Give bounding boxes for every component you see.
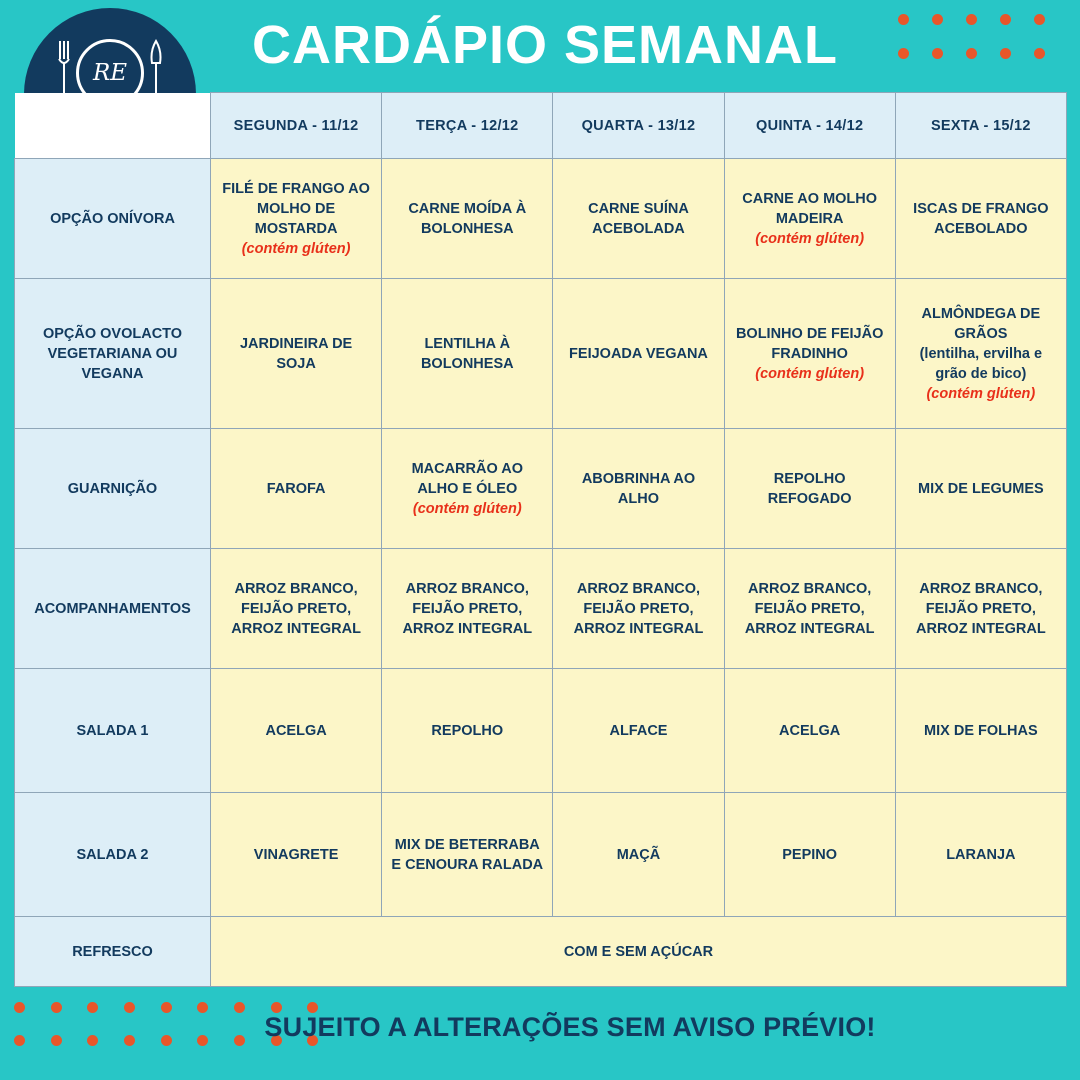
dish-name: MIX DE BETERRABA E CENOURA RALADA [391, 836, 544, 873]
decorative-dots-top [898, 14, 1068, 59]
dot [898, 48, 909, 59]
menu-cell [211, 793, 382, 917]
dish-name: ARROZ BRANCO, FEIJÃO PRETO, ARROZ INTEGRAL [744, 580, 875, 637]
table-corner-cell [15, 93, 211, 159]
column-header-terca: TERÇA - 12/12 [382, 93, 553, 159]
menu-cell [211, 669, 382, 793]
footer-notice-text: SUJEITO A ALTERAÇÕES SEM AVISO PRÉVIO! [264, 1012, 876, 1042]
menu-cell [724, 669, 895, 793]
refresco-value: COM E SEM AÇÚCAR [211, 917, 1067, 987]
menu-cell [553, 669, 724, 793]
dish-name: MIX DE FOLHAS [924, 722, 1038, 739]
dish-name: ALFACE [609, 722, 668, 739]
menu-cell [895, 159, 1066, 279]
dot [1034, 14, 1045, 25]
menu-cell [895, 669, 1066, 793]
menu-cell [553, 793, 724, 917]
table-row [15, 917, 1067, 987]
dish-name: CARNE SUÍNA ACEBOLADA [588, 200, 689, 237]
menu-cell [895, 549, 1066, 669]
dish-name: MIX DE LEGUMES [918, 480, 1044, 497]
dish-name: VINAGRETE [253, 846, 339, 863]
menu-cell [553, 279, 724, 429]
row-label-acompanhamentos: ACOMPANHAMENTOS [15, 549, 211, 669]
menu-cell [553, 549, 724, 669]
menu-cell [724, 549, 895, 669]
page-title: CARDÁPIO SEMANAL [251, 15, 838, 75]
dish-name: ARROZ BRANCO, FEIJÃO PRETO, ARROZ INTEGRAL [916, 580, 1046, 637]
dish-name: MACARRÃO AO ALHO E ÓLEO [411, 460, 523, 497]
menu-cell [553, 159, 724, 279]
gluten-note: (contém glúten) [241, 240, 351, 257]
dot [966, 14, 977, 25]
logo-monogram: RE [92, 59, 128, 86]
row-label-opcao-vegetariana: OPÇÃO OVOLACTO VEGETARIANA OU VEGANA [15, 279, 211, 429]
table-row [15, 429, 1067, 549]
table-row [15, 549, 1067, 669]
gluten-note: (contém glúten) [755, 230, 865, 247]
dot [932, 48, 943, 59]
dish-name: ARROZ BRANCO, FEIJÃO PRETO, ARROZ INTEGRAL [402, 580, 533, 637]
dish-name: FILÉ DE FRANGO AO MOLHO DE MOSTARDA [222, 180, 370, 237]
menu-cell [382, 793, 553, 917]
dish-detail: (lentilha, ervilha e grão de bico) [919, 345, 1043, 382]
row-label-salada-1: SALADA 1 [15, 669, 211, 793]
table-header-row [15, 93, 1067, 159]
dish-name: BOLINHO DE FEIJÃO FRADINHO [735, 325, 884, 362]
row-label-salada-2: SALADA 2 [15, 793, 211, 917]
row-label-guarnicao: GUARNIÇÃO [15, 429, 211, 549]
dish-name: FEIJOADA VEGANA [569, 345, 708, 362]
dish-name: JARDINEIRA DE SOJA [239, 335, 353, 372]
menu-cell [724, 279, 895, 429]
weekly-menu [14, 92, 1066, 987]
gluten-note: (contém glúten) [755, 365, 865, 382]
dish-name: ISCAS DE FRANGO ACEBOLADO [913, 200, 1049, 237]
dish-name: CARNE MOÍDA À BOLONHESA [408, 200, 527, 237]
menu-cell [382, 159, 553, 279]
menu-cell [211, 279, 382, 429]
dish-name: CARNE AO MOLHO MADEIRA [742, 190, 878, 227]
menu-cell [895, 793, 1066, 917]
dish-name: ARROZ BRANCO, FEIJÃO PRETO, ARROZ INTEGRAL [573, 580, 704, 637]
table-row [15, 159, 1067, 279]
menu-cell [382, 279, 553, 429]
dish-name: REPOLHO [431, 722, 504, 739]
row-label-opcao-onivora: OPÇÃO ONÍVORA [15, 159, 211, 279]
gluten-note: (contém glúten) [412, 500, 522, 517]
column-header-segunda: SEGUNDA - 11/12 [211, 93, 382, 159]
menu-cell [895, 429, 1066, 549]
dot [1000, 14, 1011, 25]
menu-cell [382, 669, 553, 793]
header [0, 0, 1080, 92]
menu-cell [724, 429, 895, 549]
dot [966, 48, 977, 59]
column-header-quarta: QUARTA - 13/12 [553, 93, 724, 159]
table-row [15, 793, 1067, 917]
table-row [15, 669, 1067, 793]
footer-notice [0, 1012, 1080, 1043]
menu-cell [211, 159, 382, 279]
dot [1000, 48, 1011, 59]
menu-cell [724, 793, 895, 917]
menu-cell [553, 429, 724, 549]
dot [932, 14, 943, 25]
dish-name: LENTILHA À BOLONHESA [420, 335, 514, 372]
dish-name: LARANJA [946, 846, 1016, 863]
dish-name: ARROZ BRANCO, FEIJÃO PRETO, ARROZ INTEGRAL [231, 580, 361, 637]
dish-name: MAÇÃ [616, 846, 661, 863]
dish-name: PEPINO [782, 846, 838, 863]
dish-name: REPOLHO REFOGADO [767, 470, 852, 507]
dish-name: ACELGA [779, 722, 841, 739]
column-header-quinta: QUINTA - 14/12 [724, 93, 895, 159]
dish-name: ABOBRINHA AO ALHO [581, 470, 696, 507]
gluten-note: (contém glúten) [926, 385, 1036, 402]
table-row [15, 279, 1067, 429]
dot [898, 14, 909, 25]
dish-name: ACELGA [265, 722, 327, 739]
menu-cell [382, 549, 553, 669]
menu-cell [382, 429, 553, 549]
menu-cell [211, 549, 382, 669]
menu-cell [211, 429, 382, 549]
dish-name: FAROFA [266, 480, 326, 497]
row-label-refresco: REFRESCO [15, 917, 211, 987]
dot [1034, 48, 1045, 59]
dish-name: ALMÔNDEGA DE GRÃOS [921, 305, 1041, 342]
column-header-sexta: SEXTA - 15/12 [895, 93, 1066, 159]
menu-cell [895, 279, 1066, 429]
menu-cell [724, 159, 895, 279]
menu-table [14, 92, 1067, 987]
